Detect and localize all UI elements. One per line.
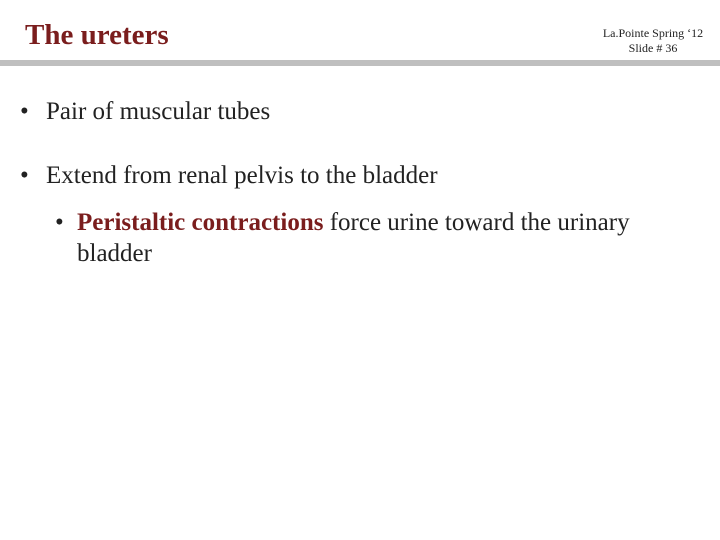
- bullet-marker: •: [55, 209, 64, 236]
- sub-bullet-rest: force urine toward the urinary bladder: [77, 209, 630, 267]
- bullet-marker: •: [20, 98, 29, 125]
- sub-bullet-item: [55, 207, 655, 269]
- bullet-item: [20, 96, 270, 127]
- slide-title: The ureters: [25, 19, 169, 51]
- bullet-marker: •: [20, 162, 29, 189]
- bullet-item: [20, 160, 438, 191]
- sub-bullet-text: [55, 207, 655, 269]
- slide-meta: [598, 26, 708, 56]
- bullet-text: Extend from renal pelvis to the bladder: [46, 162, 438, 189]
- author-term-label: La.Pointe Spring ‘12: [602, 26, 704, 40]
- bullet-text: Pair of muscular tubes: [46, 98, 271, 125]
- emphasis-term: Peristaltic contractions: [77, 209, 324, 236]
- slide-number-label: Slide # 36: [628, 41, 678, 55]
- title-divider: [0, 60, 720, 66]
